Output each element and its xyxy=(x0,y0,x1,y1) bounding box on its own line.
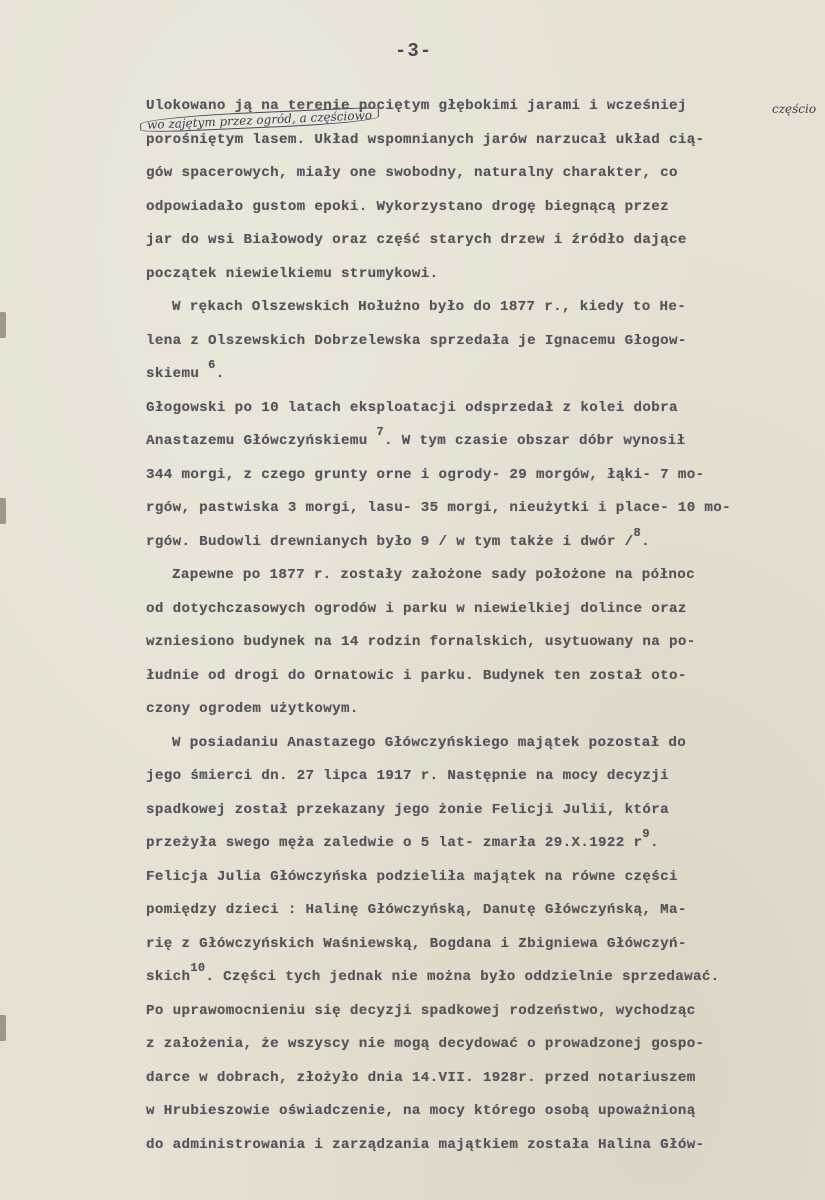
text-line-content: W posiadaniu Anastazego Główczyńskiego majątek pozostał do xyxy=(172,734,687,751)
text-line xyxy=(146,794,786,828)
text-line-content: Po uprawomocnieniu się decyzji spadkowej rodzeństwo, wychodząc xyxy=(146,1002,696,1019)
text-line xyxy=(146,191,786,225)
text-line-content: jar do wsi Białowody oraz część starych drzew i źródło dające xyxy=(146,232,687,248)
text-line-content: z założenia, że wszyscy nie mogą decydować o prowadzonej gospo- xyxy=(146,1036,705,1052)
footnote-marker: 8 xyxy=(633,525,642,540)
text-line xyxy=(146,157,786,191)
text-line xyxy=(146,90,786,124)
text-line-content: w Hrubieszowie oświadczenie, na mocy którego osobą upoważnioną xyxy=(146,1103,696,1119)
text-line xyxy=(146,928,786,962)
text-line xyxy=(146,626,786,660)
page-number: -3- xyxy=(395,40,433,62)
text-line-content: spadkowej został przekazany jego żonie Felicji Julii, która xyxy=(146,801,669,818)
text-line-content: łudnie od drogi do Ornatowic i parku. Budynek ten został oto- xyxy=(146,667,687,684)
body-text xyxy=(146,90,786,1162)
text-line xyxy=(146,995,786,1029)
text-line-continuation: . xyxy=(641,533,650,550)
text-line-content: skich xyxy=(146,969,191,985)
text-line-content: Anastazemu Główczyńskiemu xyxy=(146,433,377,449)
text-line-content: Felicja Julia Główczyńska podzieliła majątek na równe części xyxy=(146,868,678,885)
text-line-content: do administrowania i zarządzania majątkiem została Halina Głów- xyxy=(146,1136,705,1153)
text-line-content: gów spacerowych, miały one swobodny, naturalny charakter, co xyxy=(146,165,678,181)
footnote-marker: 7 xyxy=(376,425,385,440)
text-line-continuation: . Części tych jednak nie można było oddzielnie sprzedawać. xyxy=(205,969,720,985)
text-line xyxy=(146,425,786,459)
text-line xyxy=(146,224,786,258)
text-line-content: wzniesiono budynek na 14 rodzin fornalskich, usytuowany na po- xyxy=(146,634,696,650)
text-line xyxy=(146,291,786,325)
text-line-content: czony ogrodem użytkowym. xyxy=(146,701,359,717)
text-line xyxy=(146,124,786,158)
text-line-content: początek niewielkiemu strumykowi. xyxy=(146,265,439,282)
text-line xyxy=(146,693,786,727)
text-line-content: odpowiadało gustom epoki. Wykorzystano drogę biegnącą przez xyxy=(146,198,669,215)
text-line-content: Ulokowano ją na terenie pociętym głębokimi jarami i wcześniej xyxy=(146,98,687,114)
handwritten-insertion: wo zajętym przez ogród, a częściowo xyxy=(140,107,380,133)
text-line-content: porośniętym lasem. Układ wspomnianych jarów narzucał układ cią- xyxy=(146,131,705,148)
text-line xyxy=(146,1028,786,1062)
text-line xyxy=(146,827,786,861)
text-line xyxy=(146,593,786,627)
text-line-content: Głogowski po 10 latach eksploatacji odsprzedał z kolei dobra xyxy=(146,399,678,416)
text-line xyxy=(146,727,786,761)
text-line-content: skiemu xyxy=(146,366,209,382)
text-line-content: 344 morgi, z czego grunty orne i ogrody- 29 morgów, łąki- 7 mo- xyxy=(146,466,705,483)
text-line xyxy=(146,258,786,292)
text-line xyxy=(146,660,786,694)
text-line xyxy=(146,1129,786,1163)
text-line-continuation: . W tym czasie obszar dóbr wynosił xyxy=(384,433,686,449)
text-line xyxy=(146,894,786,928)
handwritten-margin-note: częścio xyxy=(772,102,817,116)
page-edge-mark xyxy=(0,498,6,524)
text-line xyxy=(146,358,786,392)
text-line-content: Zapewne po 1877 r. zostały założone sady położone na północ xyxy=(172,567,695,583)
text-line-content: W rękach Olszewskich Hołużno było do 1877 r., kiedy to He- xyxy=(172,299,687,315)
text-line-content: darce w dobrach, złożyło dnia 14.VII. 1928r. przed notariuszem xyxy=(146,1069,696,1086)
text-line xyxy=(146,459,786,493)
text-line-content: lena z Olszewskich Dobrzelewska sprzedała je Ignacemu Głogow- xyxy=(146,332,687,349)
text-line-continuation: . xyxy=(649,835,659,851)
footnote-marker: 9 xyxy=(642,827,650,842)
text-line xyxy=(146,559,786,593)
text-line xyxy=(146,392,786,426)
text-line xyxy=(146,1062,786,1096)
footnote-marker: 10 xyxy=(190,961,206,976)
text-line-content: pomiędzy dzieci : Halinę Główczyńską, Danutę Główczyńską, Ma- xyxy=(146,902,687,918)
text-line xyxy=(146,861,786,895)
text-line xyxy=(146,1095,786,1129)
text-line-content: przeżyła swego męża zaledwie o 5 lat- zmarła 29.X.1922 r xyxy=(146,835,643,851)
text-line-continuation: . xyxy=(215,366,225,382)
text-line xyxy=(146,961,786,995)
footnote-marker: 6 xyxy=(208,358,216,373)
text-line xyxy=(146,492,786,526)
page-edge-mark xyxy=(0,1015,6,1041)
text-line-content: od dotychczasowych ogrodów i parku w niewielkiej dolince oraz xyxy=(146,600,687,617)
text-line-content: rgów, pastwiska 3 morgi, lasu- 35 morgi, nieużytki i place- 10 mo- xyxy=(146,500,732,516)
text-line xyxy=(146,325,786,359)
page-edge-mark xyxy=(0,312,6,338)
text-line xyxy=(146,526,786,560)
text-line-content: rię z Główczyńskich Waśniewską, Bogdana i Zbigniewa Główczyń- xyxy=(146,935,687,952)
text-line xyxy=(146,760,786,794)
text-line-content: jego śmierci dn. 27 lipca 1917 r. Następnie na mocy decyzji xyxy=(146,768,669,784)
text-line-content: rgów. Budowli drewnianych było 9 / w tym także i dwór / xyxy=(146,533,634,550)
